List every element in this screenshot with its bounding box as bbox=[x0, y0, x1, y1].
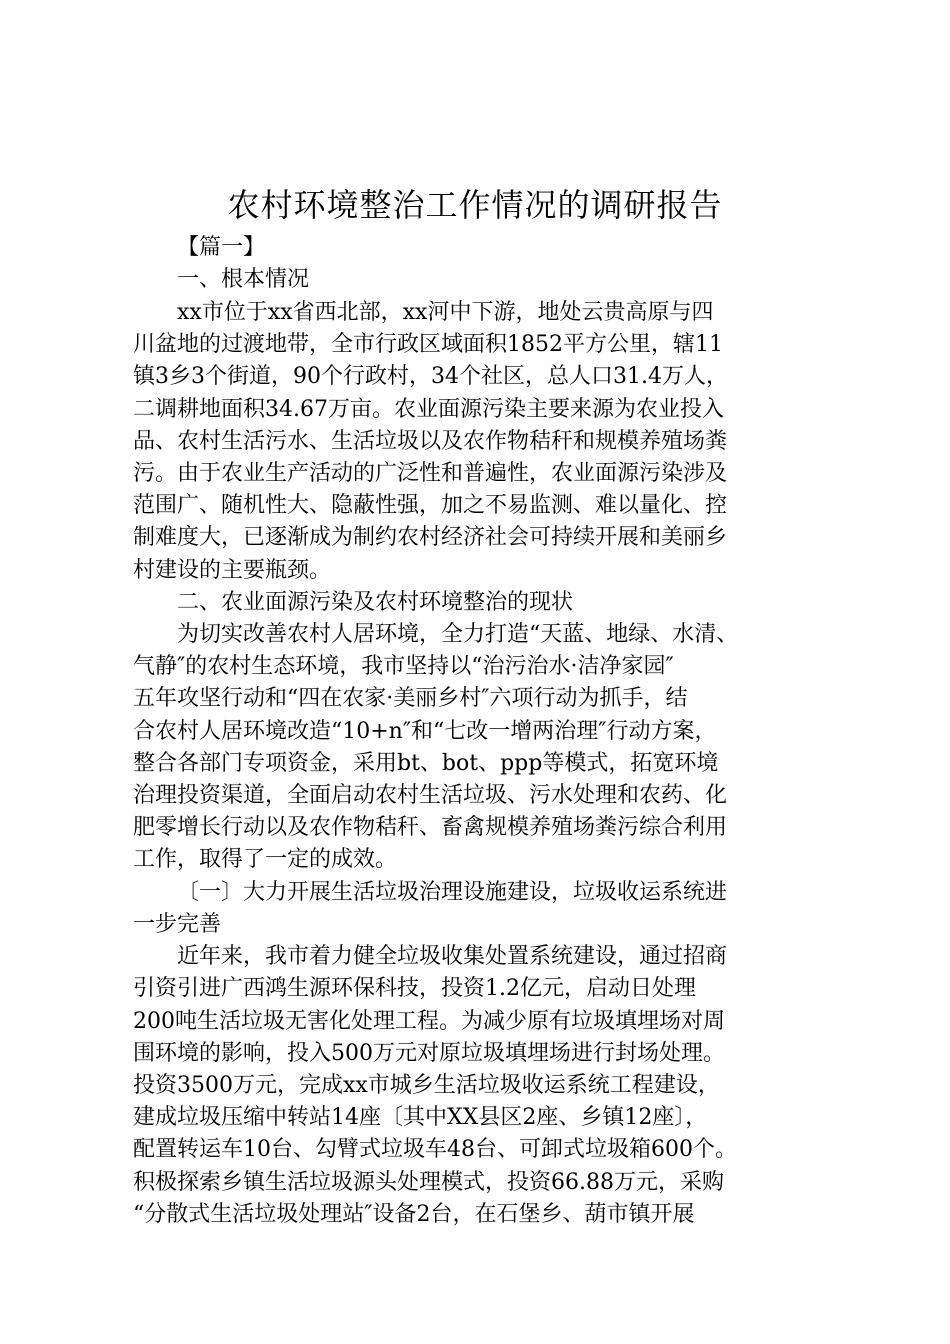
document-title: 农村环境整治工作情况的调研报告 bbox=[227, 186, 723, 224]
paragraph-line: 围环境的影响，投入500万元对原垃圾填埋场进行封场处理。 bbox=[133, 1041, 725, 1066]
paragraph-line: 整合各部门专项资金，采用bt、bot、ppp等模式，拓宽环境 bbox=[133, 751, 719, 776]
paragraph-line: 品、农村生活污水、生活垃圾以及农作物秸秆和规模养殖场粪 bbox=[133, 429, 728, 454]
paragraph-line: 治理投资渠道，全面启动农村生活垃圾、污水处理和农药、化 bbox=[133, 783, 728, 808]
paragraph-line: 近年来，我市着力健全垃圾收集处置系统建设，通过招商 bbox=[177, 944, 728, 969]
paragraph-line: 肥零增长行动以及农作物秸秆、畜禽规模养殖场粪污综合利用 bbox=[133, 815, 728, 840]
paragraph-line: 引资引进广西鸿生源环保科技，投资1.2亿元，启动日处理 bbox=[133, 976, 696, 1001]
paragraph-line: 200吨生活垃圾无害化处理工程。为减少原有垃圾填埋场对周 bbox=[133, 1009, 725, 1034]
paragraph-line: 二调耕地面积34.67万亩。农业面源污染主要来源为农业投入 bbox=[133, 397, 724, 422]
paragraph-line: 为切实改善农村人居环境，全力打造“天蓝、地绿、水清、 bbox=[177, 622, 739, 647]
paragraph-line: 配置转运车10台、勾臂式垃圾车48台、可卸式垃圾箱600个。 bbox=[133, 1137, 737, 1162]
paragraph-line: 制难度大，已逐渐成为制约农村经济社会可持续开展和美丽乡 bbox=[133, 525, 728, 550]
paragraph-line: 污。由于农业生产活动的广泛性和普遍性，农业面源污染涉及 bbox=[133, 461, 728, 486]
paragraph-line: 气静″的农村生态环境，我市坚持以“治污治水·洁净家园″ bbox=[133, 654, 674, 679]
paragraph-line: 村建设的主要瓶颈。 bbox=[133, 558, 332, 583]
subheading-garbage-facilities: 〔一〕大力开展生活垃圾治理设施建设，垃圾收运系统进 bbox=[177, 880, 728, 905]
paragraph-line: 五年攻坚行动和“四在农家·美丽乡村″六项行动为抓手，结 bbox=[133, 686, 688, 711]
heading-current-status: 二、农业面源污染及农村环境整治的现状 bbox=[177, 590, 574, 615]
paragraph-line: 工作，取得了一定的成效。 bbox=[133, 847, 398, 872]
paragraph-line: xx市位于xx省西北部，xx河中下游，地处云贵高原与四 bbox=[177, 300, 714, 325]
section-heading-part-one: 【篇一】 bbox=[177, 235, 266, 260]
paragraph-line: 建成垃圾压缩中转站14座〔其中XX县区2座、乡镇12座〕， bbox=[133, 1105, 708, 1130]
paragraph-line: 川盆地的过渡地带，全市行政区域面积1852平方公里，辖11 bbox=[133, 332, 723, 357]
paragraph-line: 合农村人居环境改造“10+n″和“七改一增两治理″行动方案， bbox=[133, 719, 717, 744]
heading-basic-situation: 一、根本情况 bbox=[177, 267, 310, 292]
paragraph-line: 范围广、随机性大、隐蔽性强，加之不易监测、难以量化、控 bbox=[133, 493, 728, 518]
paragraph-line: 投资3500万元，完成xx市城乡生活垃圾收运系统工程建设， bbox=[133, 1073, 720, 1098]
paragraph-line: 镇3乡3个街道，90个行政村，34个社区，总人口31.4万人， bbox=[133, 364, 728, 389]
subheading-garbage-facilities-cont: 一步完善 bbox=[133, 912, 222, 937]
paragraph-line: 积极探索乡镇生活垃圾源头处理模式，投资66.88万元，采购 bbox=[133, 1170, 724, 1195]
paragraph-line: “分散式生活垃圾处理站″设备2台，在石堡乡、葫市镇开展 bbox=[133, 1202, 695, 1227]
